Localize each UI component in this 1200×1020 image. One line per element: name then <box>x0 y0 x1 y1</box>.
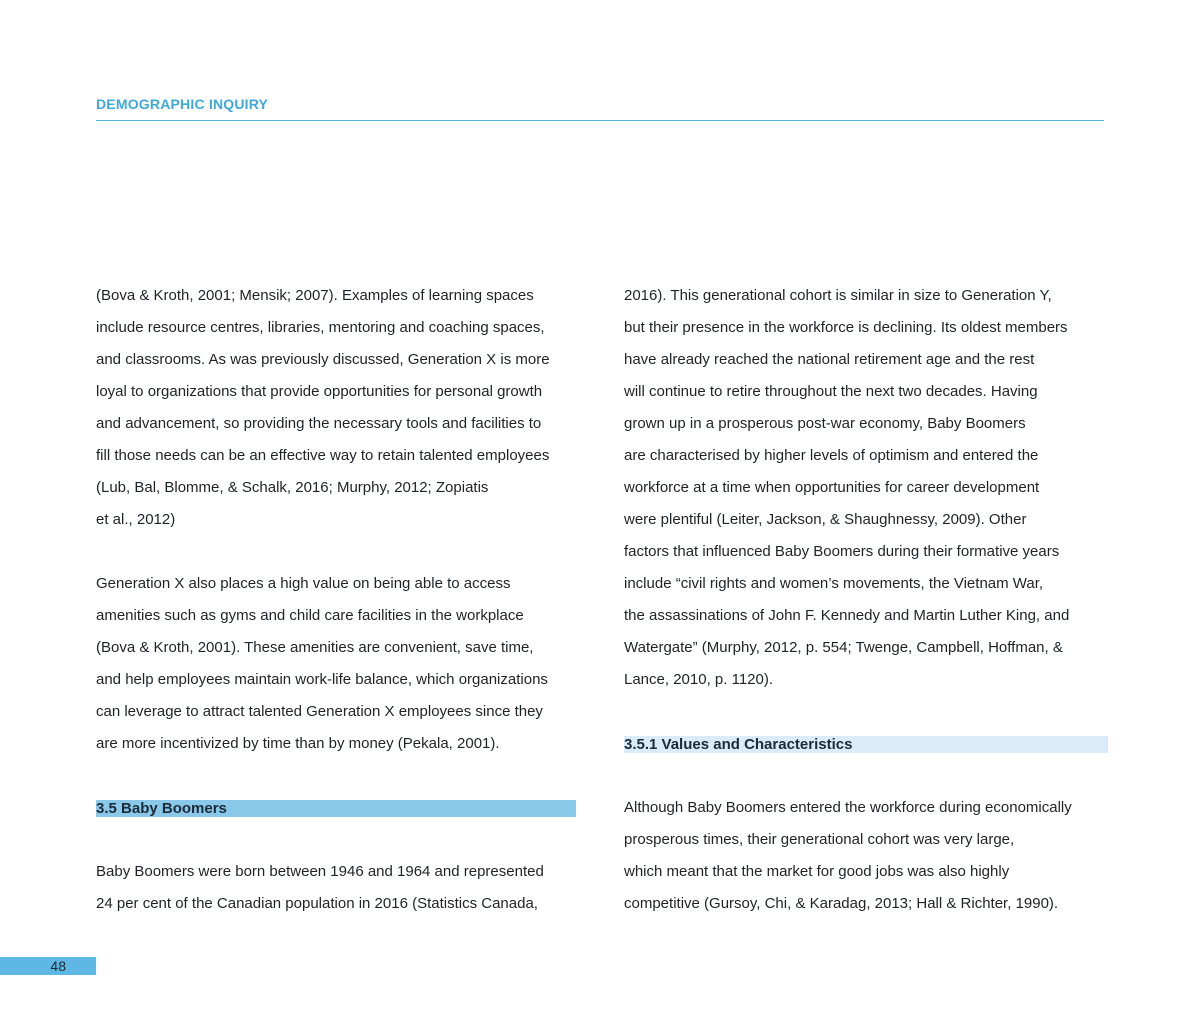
text-line: include resource centres, libraries, mentoring and coaching spaces, <box>96 319 545 336</box>
text-line: workforce at a time when opportunities for career development <box>624 479 1040 496</box>
subsection-heading: 3.5.1 Values and Characteristics <box>624 736 1108 753</box>
text-line: have already reached the national retirement age and the rest <box>624 351 1035 368</box>
text-line: include “civil rights and women’s movements, the Vietnam War, <box>624 575 1044 592</box>
page-number-tab <box>0 957 96 975</box>
page-number: 48 <box>50 958 66 974</box>
text-line: Baby Boomers were born between 1946 and 1964 and represented <box>96 863 544 880</box>
section-heading: 3.5 Baby Boomers <box>96 800 576 817</box>
text-line: competitive (Gursoy, Chi, & Karadag, 2013; Hall & Richter, 1990). <box>624 895 1059 912</box>
running-header: DEMOGRAPHIC INQUIRY <box>96 96 269 112</box>
text-line: et al., 2012) <box>96 511 176 528</box>
text-line: will continue to retire throughout the next two decades. Having <box>624 383 1038 400</box>
text-line: fill those needs can be an effective way to retain talented employees <box>96 447 550 464</box>
text-line: (Lub, Bal, Blomme, & Schalk, 2016; Murphy, 2012; Zopiatis <box>96 479 489 496</box>
text-line: Although Baby Boomers entered the workforce during economically <box>624 799 1072 816</box>
text-line: loyal to organizations that provide opportunities for personal growth <box>96 383 543 400</box>
text-line: are more incentivized by time than by money (Pekala, 2001). <box>96 735 500 752</box>
left-column <box>96 280 576 920</box>
text-line: factors that influenced Baby Boomers during their formative years <box>624 543 1060 560</box>
header-rule <box>96 120 1104 121</box>
text-line: are characterised by higher levels of optimism and entered the <box>624 447 1039 464</box>
paragraph <box>624 280 1108 696</box>
text-line: but their presence in the workforce is declining. Its oldest members <box>624 319 1068 336</box>
right-column <box>624 280 1108 920</box>
paragraph <box>96 568 576 760</box>
text-line: were plentiful (Leiter, Jackson, & Shaughnessy, 2009). Other <box>624 511 1027 528</box>
text-line: and classrooms. As was previously discussed, Generation X is more <box>96 351 550 368</box>
text-line: (Bova & Kroth, 2001). These amenities are convenient, save time, <box>96 639 534 656</box>
text-line: the assassinations of John F. Kennedy and Martin Luther King, and <box>624 607 1070 624</box>
text-line: 2016). This generational cohort is similar in size to Generation Y, <box>624 287 1052 304</box>
text-line: (Bova & Kroth, 2001; Mensik; 2007). Examples of learning spaces <box>96 287 534 304</box>
text-line: 24 per cent of the Canadian population in 2016 (Statistics Canada, <box>96 895 538 912</box>
text-line: Watergate” (Murphy, 2012, p. 554; Twenge, Campbell, Hoffman, & <box>624 639 1063 656</box>
paragraph <box>624 792 1108 920</box>
text-line: which meant that the market for good jobs was also highly <box>624 863 1010 880</box>
paragraph <box>96 280 576 536</box>
text-line: and help employees maintain work-life balance, which organizations <box>96 671 548 688</box>
text-line: Generation X also places a high value on being able to access <box>96 575 511 592</box>
text-line: grown up in a prosperous post-war economy, Baby Boomers <box>624 415 1026 432</box>
text-line: and advancement, so providing the necessary tools and facilities to <box>96 415 542 432</box>
text-line: Lance, 2010, p. 1120). <box>624 671 774 688</box>
paragraph <box>96 856 576 920</box>
text-line: prosperous times, their generational cohort was very large, <box>624 831 1015 848</box>
text-line: can leverage to attract talented Generation X employees since they <box>96 703 543 720</box>
text-line: amenities such as gyms and child care facilities in the workplace <box>96 607 524 624</box>
